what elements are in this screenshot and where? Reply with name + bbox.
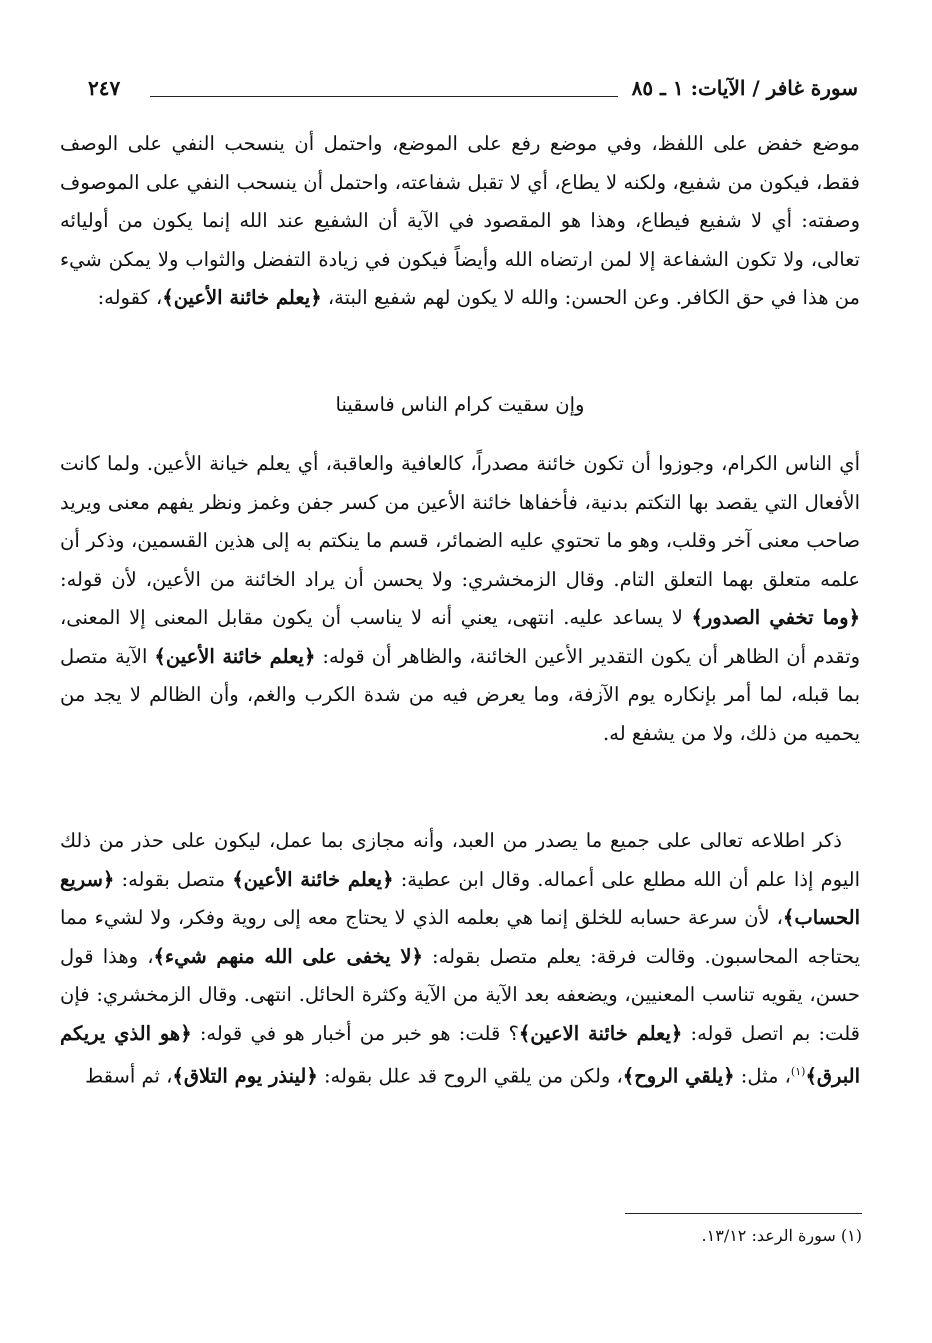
page-header [88,76,858,110]
text-run: ، ثم أسقط [85,1064,173,1088]
text-run: أي الناس الكرام، وجوزوا أن تكون خائنة مصدراً، كالعافية والعاقبة، أي يعلم خيانة الأعين. ولما كانت الأفعال التي يقصد بها التكتم بدنية، فأخفاها خائنة الأعين من كسر جفن وغمز ونظر يفهم معنى ويريد صاحب معنى آخر وقلب، وهو ما تحتوي عليه الضمائر، قسم ما ينكتم به إلى هذين القسمين، وذكر أن علمه متعلق بهما التعلق التام. وقال الزمخشري: ولا يحسن أن يراد الخائنة من الأعين، لأن قوله: [60,452,860,591]
text-run: لا يساعد عليه. انتهى، يعني أنه لا يناسب أن يكون مقابل المعنى إلا المعنى، وتقدم أن الظاهر أن يكون التقدير الأعين الخائنة، والظاهر أن قوله: [60,606,860,668]
text-run: ، كقوله: [97,286,163,309]
page-number: ٢٤٧ [88,76,121,100]
footnote-reference[interactable]: (١) [790,1065,806,1078]
footnote-separator [625,1213,862,1214]
quran-quote: ﴿يعلم خائنة الأعين﴾ [162,286,322,309]
text-run: ، وهذا قول حسن، يقويه تناسب المعنيين، ويضعفه بعد الآية من الآية وكثرة الحائل. انتهى. وقال الزمخشري: فإن قلت: بم اتصل قوله: [60,944,860,1045]
header-rule [150,96,618,97]
paragraph-3 [60,822,860,1096]
quran-quote: ﴿يعلم خائنة الأعين﴾ [154,644,316,668]
text-run: ذكر اطلاعه تعالى على جميع ما يصدر من العبد، وأنه مجازى بما عمل، ليكون على حذر من ذلك اليوم إذا علم أن الله مطلع على أعماله. وقال ابن عطية: [60,829,860,891]
paragraph-2 [60,445,860,753]
text-run: متصل بقوله: [114,867,233,891]
text-run: موضع خفض على اللفظ، وفي موضع رفع على الموضع، واحتمل أن ينسحب النفي على الوصف فقط، فيكون من شفيع، ولكنه لا يطاع، أي لا تقبل شفاعته، واحتمل أن ينسحب النفي على الموصوف وصفته: أي لا شفيع فيطاع، وهذا هو المقصود في الآية أن الشفيع عند الله إنما يكون من أوليائه تعالى، ولا تكون الشفاعة إلا لمن ارتضاه الله وأيضاً فيكون في زيادة التفضل والثواب ولا يمكن شيء من هذا في حق الكافر. وعن الحسن: والله لا يكون لهم شفيع البتة، [60,132,860,309]
quran-quote: ﴿يعلم خائنة الأعين﴾ [232,867,394,891]
poetry-verse: وإن سقيت كرام الناس فاسقينا [335,393,585,416]
running-title: سورة غافر / الآيات: ١ ـ ٨٥ [631,76,858,100]
text-run: الآية متصل بما قبله، لما أمر بإنكاره يوم الآزفة، وما يعرض فيه من شدة الكرب والغم، وأن الظالم لا يجد من يحميه من ذلك، ولا من يشفع له. [60,644,860,745]
text-run: ، ولكن من يلقي الروح قد علل بقوله: [317,1064,623,1088]
quran-quote: ﴿سريع الحساب﴾ [60,867,860,929]
quran-quote: ﴿يعلم خائنة الاعين﴾ [518,1021,683,1045]
quran-quote: ﴿يلقي الروح﴾ [622,1064,735,1088]
quran-quote: ﴿هو الذي يريكم البرق﴾ [60,1021,860,1088]
text-run: ، لأن سرعة حسابه للخلق إنما هي بعلمه الذي لا يحتاج معه إلى روية وفكر، ولا لشيء مما يحتاجه المحاسبون. وقالت فرقة: يعلم متصل بقوله: [60,906,861,968]
footnote: (١) سورة الرعد: ١٣/١٢. [701,1226,862,1245]
text-run: ، مثل: [734,1064,791,1088]
quran-quote: ﴿وما تخفي الصدور﴾ [691,606,861,629]
quran-quote: ﴿لينذر يوم التلاق﴾ [172,1064,318,1088]
quran-quote: ﴿لا يخفى على الله منهم شيء﴾ [153,944,423,968]
paragraph-1 [60,125,860,318]
text-run: ؟ قلت: هو خبر من أخبار هو في قوله: [191,1021,519,1045]
